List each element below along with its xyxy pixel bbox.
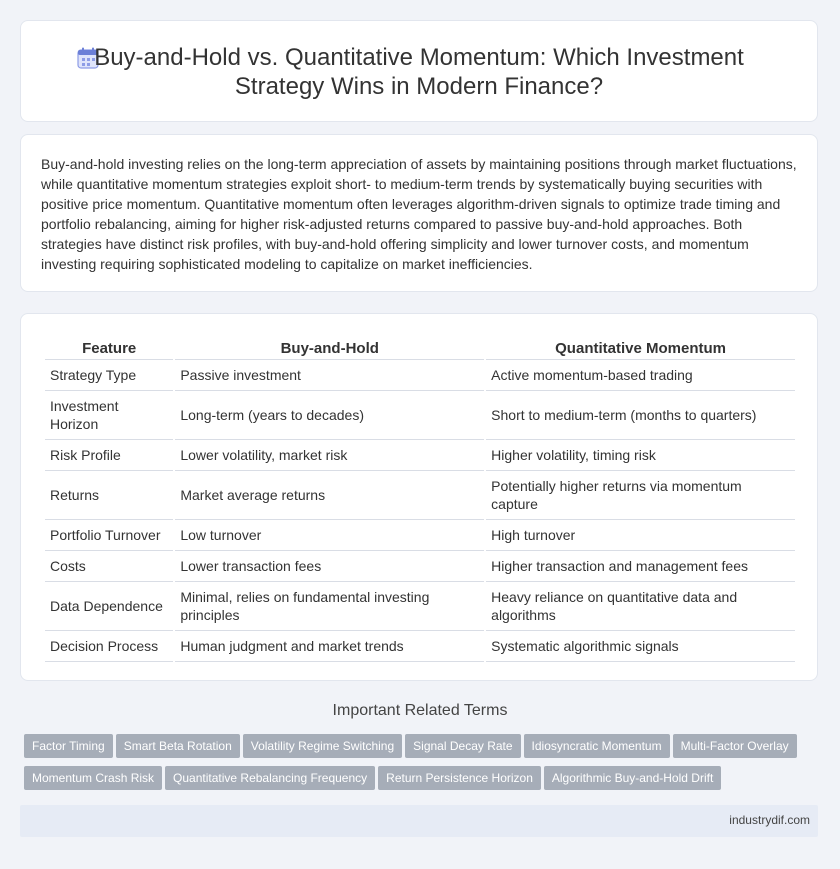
table-row bbox=[45, 471, 795, 520]
feature-cell: Returns bbox=[45, 471, 173, 520]
related-term-tag[interactable]: Smart Beta Rotation bbox=[116, 734, 240, 758]
footer bbox=[20, 805, 818, 837]
momentum-cell: Higher volatility, timing risk bbox=[486, 440, 795, 471]
momentum-cell: High turnover bbox=[486, 520, 795, 551]
momentum-cell: Potentially higher returns via momentum capture bbox=[486, 471, 795, 520]
site-name[interactable]: industrydif.com bbox=[729, 813, 810, 827]
table-row bbox=[45, 631, 795, 662]
related-terms-heading: Important Related Terms bbox=[332, 702, 508, 719]
momentum-cell: Systematic algorithmic signals bbox=[486, 631, 795, 662]
buy-and-hold-cell: Low turnover bbox=[175, 520, 484, 551]
title-card bbox=[20, 20, 818, 122]
momentum-cell: Active momentum-based trading bbox=[486, 360, 795, 391]
related-term-tag[interactable]: Factor Timing bbox=[24, 734, 113, 758]
header-feature: Feature bbox=[45, 336, 173, 360]
buy-and-hold-cell: Human judgment and market trends bbox=[175, 631, 484, 662]
related-term-tag[interactable]: Signal Decay Rate bbox=[405, 734, 520, 758]
feature-cell: Portfolio Turnover bbox=[45, 520, 173, 551]
header-quant-momentum: Quantitative Momentum bbox=[486, 336, 795, 360]
related-term-tag[interactable]: Algorithmic Buy-and-Hold Drift bbox=[544, 766, 721, 790]
feature-cell: Decision Process bbox=[45, 631, 173, 662]
buy-and-hold-cell: Minimal, relies on fundamental investing principles bbox=[175, 582, 484, 631]
related-term-tag[interactable]: Volatility Regime Switching bbox=[243, 734, 402, 758]
related-term-tag[interactable]: Quantitative Rebalancing Frequency bbox=[165, 766, 375, 790]
buy-and-hold-cell: Passive investment bbox=[175, 360, 484, 391]
table-row bbox=[45, 360, 795, 391]
buy-and-hold-cell: Long-term (years to decades) bbox=[175, 391, 484, 440]
page-title: Buy-and-Hold vs. Quantitative Momentum: Which Investment Strategy Wins in Modern Finance? bbox=[94, 44, 744, 100]
related-term-tag[interactable]: Idiosyncratic Momentum bbox=[524, 734, 670, 758]
momentum-cell: Heavy reliance on quantitative data and algorithms bbox=[486, 582, 795, 631]
related-terms-list bbox=[24, 734, 824, 798]
comparison-card bbox=[20, 313, 818, 681]
momentum-cell: Higher transaction and management fees bbox=[486, 551, 795, 582]
buy-and-hold-cell: Market average returns bbox=[175, 471, 484, 520]
related-term-tag[interactable]: Momentum Crash Risk bbox=[24, 766, 162, 790]
feature-cell: Investment Horizon bbox=[45, 391, 173, 440]
table-row bbox=[45, 440, 795, 471]
feature-cell: Costs bbox=[45, 551, 173, 582]
table-row bbox=[45, 551, 795, 582]
related-term-tag[interactable]: Multi-Factor Overlay bbox=[673, 734, 797, 758]
momentum-cell: Short to medium-term (months to quarters) bbox=[486, 391, 795, 440]
table-row bbox=[45, 520, 795, 551]
table-row bbox=[45, 391, 795, 440]
related-term-tag[interactable]: Return Persistence Horizon bbox=[378, 766, 541, 790]
intro-paragraph: Buy-and-hold investing relies on the long-term appreciation of assets by maintaining positions through market fluctuations, while quantitative momentum strategies exploit short- to medium-term trends by systematically buying securities with positive price momentum. Quantitative momentum often leverages algorithm-driven signals to optimize trade timing and portfolio rebalancing, aiming for higher risk-adjusted returns compared to passive buy-and-hold approaches. Both strategies have distinct risk profiles, with buy-and-hold offering simplicity and lower turnover costs, and momentum investing requiring sophisticated modeling to capitalize on market inefficiencies. bbox=[41, 156, 797, 272]
feature-cell: Risk Profile bbox=[45, 440, 173, 471]
buy-and-hold-cell: Lower volatility, market risk bbox=[175, 440, 484, 471]
header-buy-and-hold: Buy-and-Hold bbox=[175, 336, 484, 360]
comparison-table bbox=[43, 336, 797, 662]
intro-card bbox=[20, 134, 818, 292]
feature-cell: Data Dependence bbox=[45, 582, 173, 631]
table-row bbox=[45, 582, 795, 631]
feature-cell: Strategy Type bbox=[45, 360, 173, 391]
buy-and-hold-cell: Lower transaction fees bbox=[175, 551, 484, 582]
